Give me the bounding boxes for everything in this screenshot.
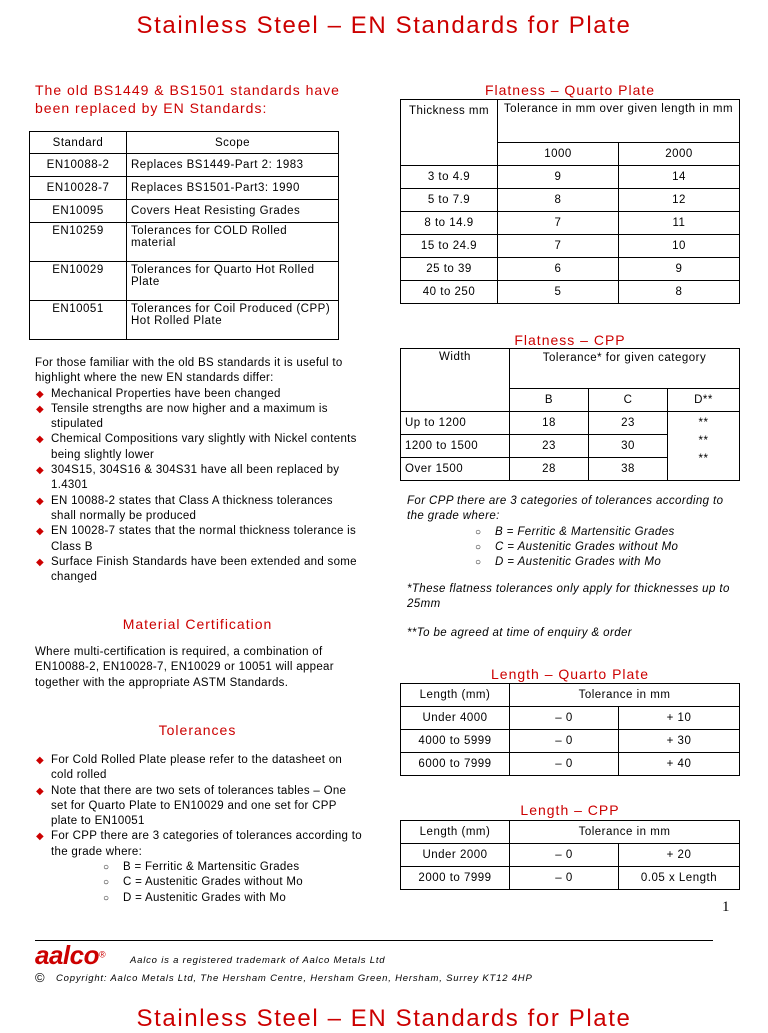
- table-row: 2000 to 7999 – 0 0.05 x Length: [401, 867, 740, 890]
- footnote-agree: **To be agreed at time of enquiry & order: [407, 627, 633, 639]
- table-cell: EN10029: [30, 262, 127, 301]
- differences-lead: For those familiar with the old BS standards it is useful to highlight where the new EN standards differ:: [35, 357, 343, 385]
- copyright-icon: ©: [35, 970, 45, 985]
- circle-bullet-icon: ○: [475, 541, 482, 553]
- diamond-bullet-icon: ◆: [36, 465, 44, 477]
- table-row: 4000 to 5999 – 0 + 30: [401, 730, 740, 753]
- list-item: ◆ Tensile strengths are now higher and a maximum is stipulated: [36, 402, 328, 431]
- length-quarto-heading: Length – Quarto Plate: [491, 666, 649, 682]
- tolerances-heading: Tolerances: [158, 722, 237, 738]
- table-row: 15 to 24.9 7 10: [401, 235, 740, 258]
- table-cell: D**: [668, 389, 740, 412]
- table-cell: Tolerances for COLD Rolled material: [127, 223, 339, 262]
- circle-bullet-icon: ○: [475, 526, 482, 538]
- table-cell: EN10028-7: [30, 177, 127, 200]
- list-item: ◆ 304S15, 304S16 & 304S31 have all been replaced by 1.4301: [36, 464, 340, 492]
- table-cell: Covers Heat Resisting Grades: [127, 200, 339, 223]
- list-item: ◆ Mechanical Properties have been changed: [35, 387, 360, 402]
- list-item: ◆ EN 10028-7 states that the normal thickness tolerance is Class B: [36, 525, 357, 553]
- trademark-text: Aalco is a registered trademark of Aalco Metals Ltd: [130, 955, 386, 966]
- table-header: Standard: [30, 132, 127, 154]
- diamond-bullet-icon: ◆: [36, 755, 44, 766]
- next-page-title: Stainless Steel – EN Standards for Plate: [136, 1005, 632, 1032]
- table-header: Tolerance in mm: [510, 821, 740, 844]
- circle-bullet-icon: ○: [103, 862, 110, 874]
- table-cell: ** ** **: [668, 412, 740, 481]
- list-item: ○ D = Austenitic Grades with Mo: [475, 555, 737, 570]
- cpp-note-lead: For CPP there are 3 categories of tolerances according to the grade where:: [407, 495, 724, 523]
- table-row: 1200 to 1500 23 30: [401, 435, 740, 458]
- list-item: ◆ Chemical Compositions vary slightly with Nickel contents being slightly lower: [36, 433, 357, 461]
- diamond-bullet-icon: ◆: [36, 495, 44, 507]
- tolerances-section: [35, 753, 365, 906]
- list-item: ◆ Surface Finish Standards have been extended and some changed: [36, 555, 357, 584]
- table-cell: Tolerances for Coil Produced (CPP) Hot Rolled Plate: [127, 301, 339, 340]
- certification-text: Where multi-certification is required, a combination of EN10088-2, EN10028-7, EN10029 or 10051 will appear together with the appropriate ASTM Standards.: [35, 646, 334, 689]
- list-item: ◆ For CPP there are 3 categories of tolerances according to the grade where:: [36, 830, 362, 858]
- table-row: Under 4000 – 0 + 10: [401, 707, 740, 730]
- diamond-bullet-icon: ◆: [36, 556, 44, 568]
- table-row: 5 to 7.9 8 12: [401, 189, 740, 212]
- list-item: ○ B = Ferritic & Martensitic Grades: [475, 525, 737, 540]
- table-cell: Tolerances for Quarto Hot Rolled Plate: [127, 262, 339, 301]
- circle-bullet-icon: ○: [103, 892, 110, 904]
- table-header: Scope: [127, 132, 339, 154]
- table-cell: 2000: [619, 143, 740, 166]
- table-header: Tolerance in mm: [510, 684, 740, 707]
- diamond-bullet-icon: ◆: [36, 434, 44, 446]
- table-cell: EN10088-2: [30, 154, 127, 177]
- table-cell: Replaces BS1449-Part 2: 1983: [127, 154, 339, 177]
- copyright-text: Copyright: Aalco Metals Ltd, The Hersham Centre, Hersham Green, Hersham, Surrey KT12 4HP: [56, 973, 533, 984]
- aalco-logo: aalco®: [35, 940, 106, 970]
- table-cell: EN10095: [30, 200, 127, 223]
- table-row: 8 to 14.9 7 11: [401, 212, 740, 235]
- circle-bullet-icon: ○: [475, 557, 482, 569]
- length-quarto-table: [400, 683, 740, 776]
- footnote-flatness: *These flatness tolerances only apply for thicknesses up to 25mm: [407, 583, 730, 611]
- flatness-cpp-heading: Flatness – CPP: [514, 332, 626, 348]
- list-item: ○ C = Austenitic Grades without Mo: [475, 540, 737, 555]
- table-cell: EN10051: [30, 301, 127, 340]
- table-cell: EN10259: [30, 223, 127, 262]
- tolerances-list: [35, 753, 365, 860]
- intro-heading: The old BS1449 & BS1501 standards have been replaced by EN Standards:: [35, 82, 340, 116]
- table-row: 3 to 4.9 9 14: [401, 166, 740, 189]
- table-cell: C: [589, 389, 668, 412]
- footer-divider: [35, 940, 713, 941]
- flatness-quarto-table: [400, 99, 740, 304]
- table-header: Length (mm): [401, 684, 510, 707]
- differences-list: [35, 387, 360, 586]
- list-item: ○ C = Austenitic Grades without Mo: [103, 875, 365, 890]
- differences-section: [35, 356, 360, 585]
- table-header: Width: [401, 349, 510, 412]
- table-row: Up to 1200 18 23 ** ** **: [401, 412, 740, 435]
- page-title: Stainless Steel – EN Standards for Plate: [136, 12, 632, 39]
- table-row: Over 1500 28 38: [401, 458, 740, 481]
- length-cpp-heading: Length – CPP: [520, 802, 620, 818]
- diamond-bullet-icon: ◆: [36, 403, 44, 415]
- list-item: ◆ EN 10088-2 states that Class A thickness tolerances shall normally be produced: [36, 494, 333, 522]
- diamond-bullet-icon: ◆: [36, 388, 44, 400]
- table-row: 6000 to 7999 – 0 + 40: [401, 753, 740, 776]
- table-header: Tolerance in mm over given length in mm: [498, 100, 740, 143]
- list-item: ○ D = Austenitic Grades with Mo: [103, 891, 365, 906]
- table-row: 40 to 250 5 8: [401, 281, 740, 304]
- tolerances-sub-list: [103, 860, 365, 906]
- list-item: ◆ Note that there are two sets of tolerances tables – One set for Quarto Plate to EN10029 and one set for CPP plate to EN10051: [36, 784, 347, 828]
- table-header: Tolerance* for given category: [510, 349, 740, 389]
- list-item: ◆ For Cold Rolled Plate please refer to the datasheet on cold rolled: [36, 754, 343, 782]
- diamond-bullet-icon: ◆: [36, 785, 44, 797]
- cpp-note: [407, 494, 737, 570]
- page-number: 1: [722, 899, 730, 915]
- list-item: ○ B = Ferritic & Martensitic Grades: [103, 860, 365, 875]
- cpp-note-list: [475, 525, 737, 571]
- circle-bullet-icon: ○: [103, 877, 110, 889]
- table-cell: Replaces BS1501-Part3: 1990: [127, 177, 339, 200]
- flatness-cpp-table: [400, 348, 740, 481]
- certification-heading: Material Certification: [122, 616, 273, 632]
- flatness-quarto-heading: Flatness – Quarto Plate: [484, 82, 656, 98]
- table-row: 25 to 39 6 9: [401, 258, 740, 281]
- table-header: Thickness mm: [401, 100, 498, 166]
- table-row: Under 2000 – 0 + 20: [401, 844, 740, 867]
- table-cell: 1000: [498, 143, 619, 166]
- diamond-bullet-icon: ◆: [36, 831, 44, 843]
- table-header: Length (mm): [401, 821, 510, 844]
- table-cell: B: [510, 389, 589, 412]
- length-cpp-table: [400, 820, 740, 890]
- diamond-bullet-icon: ◆: [36, 526, 44, 538]
- standards-table: [29, 131, 339, 340]
